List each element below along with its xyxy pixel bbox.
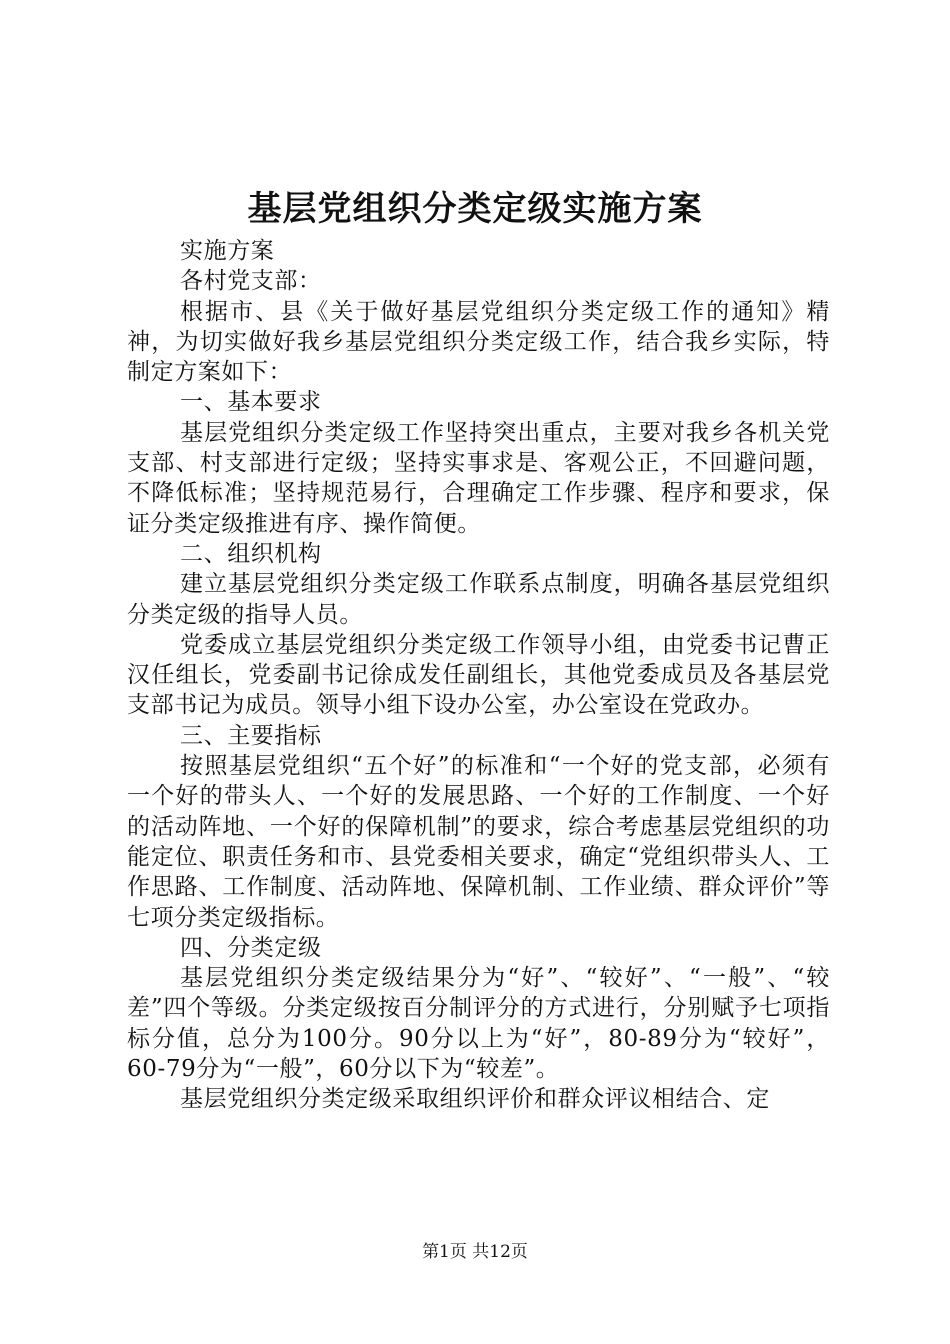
document-title: 基层党组织分类定级实施方案	[247, 189, 703, 229]
paragraph-heading-plan: 实施方案	[180, 238, 275, 264]
section-heading-classification: 四、分类定级	[180, 934, 322, 961]
paragraph-organization-leadership: 党委成立基层党组织分类定级工作领导小组，由党委书记曹正汉任组长，党委副书记徐成发任副组长，其他党委成员及各基层党支部书记为成员。领导小组下设办公室，办公室设在党政办。	[127, 631, 830, 719]
document-body	[127, 236, 830, 1115]
paragraph-classification-method: 基层党组织分类定级采取组织评价和群众评议相结合、定	[180, 1086, 770, 1113]
paragraph-intro: 根据市、县《关于做好基层党组织分类定级工作的通知》精神，为切实做好我乡基层党组织分类定级工作，结合我乡实际，特制定方案如下：	[127, 298, 830, 386]
page-number: 第1页 共12页	[422, 1242, 528, 1262]
paragraph-addressee: 各村党支部：	[180, 268, 322, 295]
section-heading-organization: 二、组织机构	[180, 540, 322, 567]
section-heading-basic-requirements: 一、基本要求	[180, 389, 322, 416]
section-heading-main-indicators: 三、主要指标	[180, 722, 322, 749]
paragraph-main-indicators: 按照基层党组织“五个好”的标准和“一个好的党支部，必须有一个好的带头人、一个好的发展思路、一个好的工作制度、一个好的活动阵地、一个好的保障机制”的要求，综合考虑基层党组织的功能定位、职责任务和市、县党委相关要求，确定“党组织带头人、工作思路、工作制度、活动阵地、保障机制、工作业绩、群众评价”等七项分类定级指标。	[127, 753, 830, 931]
paragraph-organization-contact: 建立基层党组织分类定级工作联系点制度，明确各基层党组织分类定级的指导人员。	[127, 571, 830, 628]
paragraph-basic-requirements: 基层党组织分类定级工作坚持突出重点，主要对我乡各机关党支部、村支部进行定级；坚持实事求是、客观公正，不回避问题，不降低标准；坚持规范易行，合理确定工作步骤、程序和要求，保证分类定级推进有序、操作简便。	[127, 419, 830, 537]
paragraph-classification-levels: 基层党组织分类定级结果分为“好”、“较好”、“一般”、“较差”四个等级。分类定级按百分制评分的方式进行，分别赋予七项指标分值，总分为100分。90分以上为“好”，80-89分为“较好”，60-79分为“一般”，60分以下为“较差”。	[127, 965, 830, 1083]
